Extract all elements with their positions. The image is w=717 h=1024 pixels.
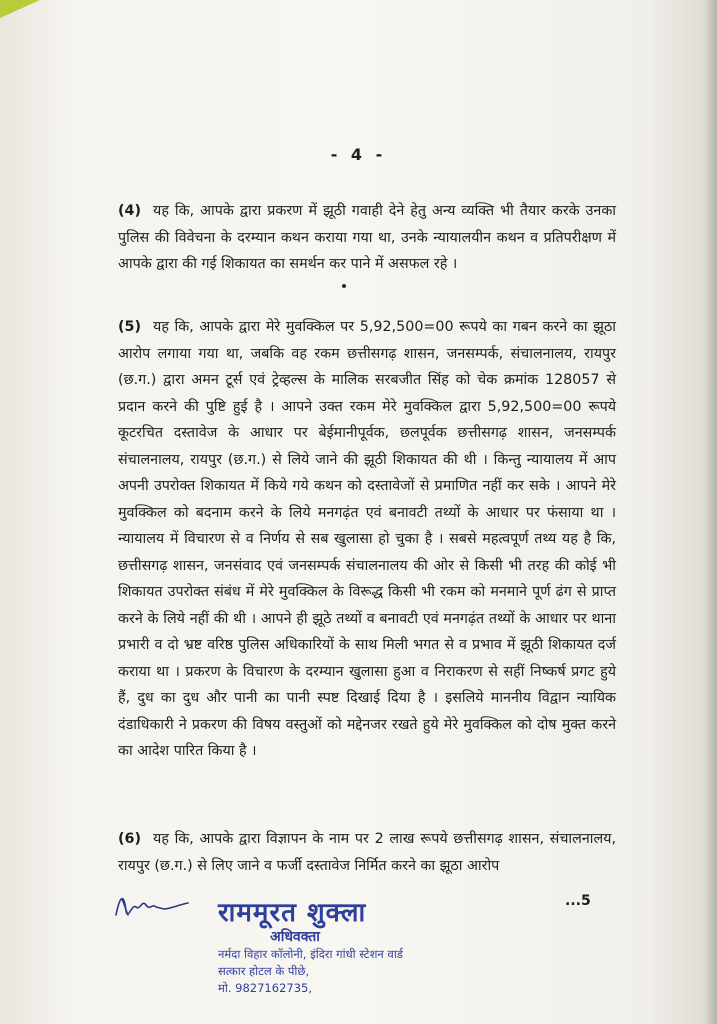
bullet-dot — [342, 284, 346, 288]
advocate-stamp — [218, 898, 418, 997]
paragraph-5 — [118, 314, 616, 765]
page-number: - 4 - — [330, 145, 387, 164]
signature — [112, 885, 192, 925]
paragraph-text: यह कि, आपके द्वारा मेरे मुवक्किल पर 5,92,500=00 रूपये का गबन करने का झूठा आरोप लगाया गया था, जबकि वह रकम छत्तीसगढ़ शासन, जनसम्पर्क, संचालनालय, रायपुर (छ.ग.) द्वारा अमन टूर्स एवं ट्रेव्हल्स के मालिक सरबजीत सिंह को चेक क्रमांक 128057 से प्रदान करने की पुष्टि हुई है । आपने उक्त रकम मेरे मुवक्किल द्वारा 5,92,500=00 रूपये कूटरचित दस्तावेज के आधार पर बेईमानीपूर्वक, छलपूर्वक छत्तीसगढ़ शासन, जनसम्पर्क संचालनालय, रायपुर (छ.ग.) से लिये जाने की झूठी शिकायत की थी । किन्तु न्यायालय में आप अपनी उपरोक्त शिकायत में किये गये कथन को दस्तावेजों से प्रमाणित नहीं कर सके । आपने मेरे मुवक्किल को बदनाम करने के लिये मनगढ़ंत एवं बनावटी तथ्यों के आधार पर फंसाया था । न्यायालय में विचारण से व निर्णय से सब खुलासा हो चुका है । सबसे महत्वपूर्ण तथ्य यह है कि, छत्तीसगढ़ शासन, जनसंवाद एवं जनसम्पर्क संचालनालय की ओर से किसी भी तरह की कोई भी शिकायत उपरोक्त संबंध में मेरे मुवक्किल के विरूद्ध किसी भी रकम को मनमाने पूर्ण ढंग से प्राप्त करने के लिये नहीं की थी । आपने ही झूठे तथ्यों व बनावटी एवं मनगढ़ंत तथ्यों के आधार पर थाना प्रभारी व दो भ्रष्ट वरिष्ठ पुलिस अधिकारियों के साथ मिली भगत से व प्रभाव में झूठी शिकायत दर्ज कराया था । प्रकरण के विचारण के दरम्यान खुलासा हुआ व निराकरण से सहीं निष्कर्ष प्रगट हुये हैं, दुध का दुध और पानी का पानी स्पष्ट दिखाई दिया है । इसलिये माननीय विद्वान न्यायिक दंडाधिकारी ने प्रकरण की विषय वस्तुओं को मद्देनजर रखते हुये मेरे मुवक्किल को दोष मुक्त करने का आदेश पारित किया है । — [118, 319, 616, 759]
stamp-name: राममूरत शुक्ला — [218, 898, 367, 928]
paragraph-number: (4) — [118, 203, 142, 219]
corner-mark — [0, 0, 40, 18]
stamp-address-line-1: नर्मदा विहार कॉलोनी, इंदिरा गांधी स्टेशन वार्ड — [218, 947, 403, 961]
stamp-phone: मो. 9827162735, — [218, 981, 312, 995]
paragraph-number: (6) — [118, 831, 142, 847]
paragraph-text: यह कि, आपके द्वारा प्रकरण में झूठी गवाही देने हेतु अन्य व्यक्ति भी तैयार करके उनका पुलिस की विवेचना के दरम्यान कथन कराया गया था, उनके न्यायालयीन कथन व प्रतिपरीक्षण में आपके द्वारा की गई शिकायत का समर्थन कर पाने में असफल रहे । — [118, 203, 616, 272]
stamp-title: अधिवक्ता — [270, 929, 320, 945]
paragraph-6 — [118, 826, 616, 879]
paragraph-4 — [118, 198, 616, 278]
stamp-address-line-2: सत्कार होटल के पीछे, — [218, 964, 310, 978]
paragraph-number: (5) — [118, 319, 142, 335]
continued-marker: ...5 — [565, 893, 591, 909]
paragraph-text: यह कि, आपके द्वारा विज्ञापन के नाम पर 2 लाख रूपये छत्तीसगढ़ शासन, संचालनालय, रायपुर (छ.ग.) से लिए जाने व फर्जी दस्तावेज निर्मित करने का झूठा आरोप — [118, 831, 616, 874]
